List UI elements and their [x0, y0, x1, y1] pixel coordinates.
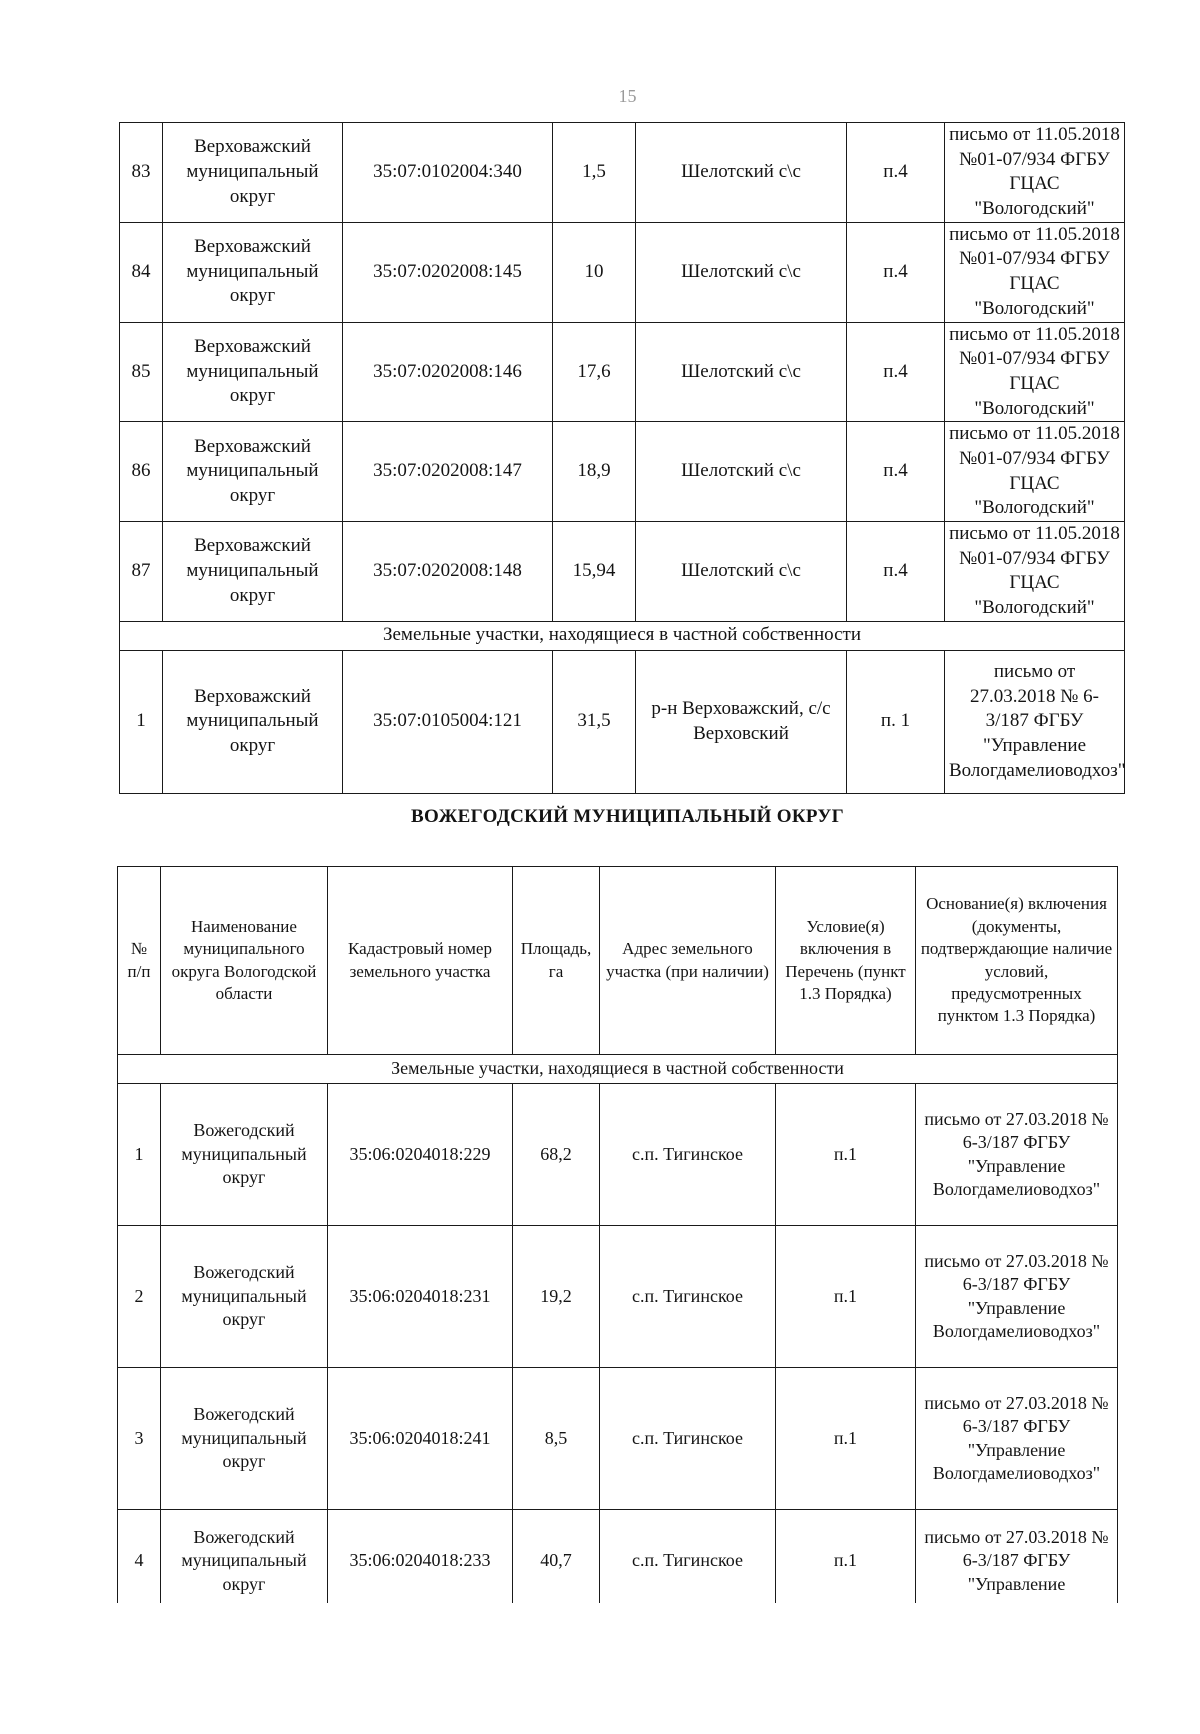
- cadastral-number: 35:06:0204018:229: [328, 1084, 513, 1226]
- area-value: 68,2: [513, 1084, 600, 1226]
- cadastral-number: 35:07:0202008:148: [343, 522, 553, 622]
- area-value: 17,6: [553, 322, 636, 422]
- cadastral-number: 35:07:0202008:147: [343, 422, 553, 522]
- inclusion-basis: письмо от 27.03.2018 № 6-3/187 ФГБУ "Управление Вологдамелиоводхоз": [916, 1226, 1118, 1368]
- inclusion-basis: письмо от 27.03.2018 № 6-3/187 ФГБУ "Управление: [916, 1510, 1118, 1604]
- row-number: 3: [118, 1368, 161, 1510]
- page-number: 15: [618, 86, 637, 106]
- plot-address: с.п. Тигинское: [600, 1084, 776, 1226]
- section-label: Земельные участки, находящиеся в частной собственности: [118, 1055, 1118, 1084]
- inclusion-basis: письмо от 27.03.2018 № 6-3/187 ФГБУ "Управление Вологдамелиоводхоз": [916, 1084, 1118, 1226]
- inclusion-basis: письмо от 27.03.2018 № 6-3/187 ФГБУ "Управление Вологдамелиоводхоз": [945, 650, 1125, 793]
- land-plots-table-vozhegodsky: [117, 866, 1118, 1603]
- table-header: [118, 867, 1118, 1055]
- header-district: Наименование муниципального округа Вологодской области: [161, 867, 328, 1055]
- inclusion-basis: письмо от 11.05.2018 №01-07/934 ФГБУ ГЦАС "Вологодский": [945, 522, 1125, 622]
- cadastral-number: 35:07:0202008:146: [343, 322, 553, 422]
- district-name: Верховажский муниципальный округ: [163, 123, 343, 223]
- row-number: 87: [120, 522, 163, 622]
- plot-address: с.п. Тигинское: [600, 1510, 776, 1604]
- row-number: 2: [118, 1226, 161, 1368]
- inclusion-condition: п. 1: [847, 650, 945, 793]
- inclusion-basis: письмо от 11.05.2018 №01-07/934 ФГБУ ГЦАС "Вологодский": [945, 322, 1125, 422]
- table-row: [118, 1510, 1118, 1604]
- section-label: Земельные участки, находящиеся в частной собственности: [120, 621, 1125, 650]
- district-name: Верховажский муниципальный округ: [163, 322, 343, 422]
- inclusion-basis: письмо от 27.03.2018 № 6-3/187 ФГБУ "Управление Вологдамелиоводхоз": [916, 1368, 1118, 1510]
- inclusion-condition: п.1: [776, 1510, 916, 1604]
- row-number: 84: [120, 222, 163, 322]
- section-title: ВОЖЕГОДСКИЙ МУНИЦИПАЛЬНЫЙ ОКРУГ: [411, 806, 844, 827]
- header-basis: Основание(я) включения (документы, подтверждающие наличие условий, предусмотренных пунктом 1.3 Порядка): [916, 867, 1118, 1055]
- inclusion-condition: п.4: [847, 123, 945, 223]
- row-number: 85: [120, 322, 163, 422]
- area-value: 19,2: [513, 1226, 600, 1368]
- plot-address: Шелотский с\с: [636, 222, 847, 322]
- area-value: 1,5: [553, 123, 636, 223]
- table-row: [118, 1368, 1118, 1510]
- plot-address: Шелотский с\с: [636, 322, 847, 422]
- cadastral-number: 35:07:0102004:340: [343, 123, 553, 223]
- inclusion-condition: п.4: [847, 322, 945, 422]
- area-value: 15,94: [553, 522, 636, 622]
- area-value: 10: [553, 222, 636, 322]
- header-cadastral: Кадастровый номер земельного участка: [328, 867, 513, 1055]
- district-name: Вожегодский муниципальный округ: [161, 1368, 328, 1510]
- plot-address: с.п. Тигинское: [600, 1226, 776, 1368]
- inclusion-condition: п.1: [776, 1368, 916, 1510]
- inclusion-condition: п.4: [847, 522, 945, 622]
- plot-address: с.п. Тигинское: [600, 1368, 776, 1510]
- plot-address: р-н Верховажский, с/с Верховский: [636, 650, 847, 793]
- row-number: 83: [120, 123, 163, 223]
- district-name: Верховажский муниципальный округ: [163, 422, 343, 522]
- row-number: 1: [118, 1084, 161, 1226]
- table-row: [118, 1084, 1118, 1226]
- cadastral-number: 35:06:0204018:241: [328, 1368, 513, 1510]
- inclusion-condition: п.4: [847, 422, 945, 522]
- plot-address: Шелотский с\с: [636, 422, 847, 522]
- district-name: Вожегодский муниципальный округ: [161, 1084, 328, 1226]
- header-number: № п/п: [118, 867, 161, 1055]
- district-name: Верховажский муниципальный округ: [163, 222, 343, 322]
- cadastral-number: 35:07:0202008:145: [343, 222, 553, 322]
- area-value: 40,7: [513, 1510, 600, 1604]
- section-row: [118, 1055, 1118, 1084]
- cadastral-number: 35:07:0105004:121: [343, 650, 553, 793]
- row-number: 1: [120, 650, 163, 793]
- plot-address: Шелотский с\с: [636, 522, 847, 622]
- row-number: 4: [118, 1510, 161, 1604]
- header-area: Площадь, га: [513, 867, 600, 1055]
- inclusion-condition: п.1: [776, 1084, 916, 1226]
- district-name: Верховажский муниципальный округ: [163, 522, 343, 622]
- header-condition: Условие(я) включения в Перечень (пункт 1.3 Порядка): [776, 867, 916, 1055]
- inclusion-basis: письмо от 11.05.2018 №01-07/934 ФГБУ ГЦАС "Вологодский": [945, 123, 1125, 223]
- plot-address: Шелотский с\с: [636, 123, 847, 223]
- district-name: Вожегодский муниципальный округ: [161, 1226, 328, 1368]
- cadastral-number: 35:06:0204018:231: [328, 1226, 513, 1368]
- inclusion-basis: письмо от 11.05.2018 №01-07/934 ФГБУ ГЦАС "Вологодский": [945, 222, 1125, 322]
- district-name: Вожегодский муниципальный округ: [161, 1510, 328, 1604]
- row-number: 86: [120, 422, 163, 522]
- table-row: [118, 1226, 1118, 1368]
- inclusion-condition: п.1: [776, 1226, 916, 1368]
- district-name: Верховажский муниципальный округ: [163, 650, 343, 793]
- inclusion-basis: письмо от 11.05.2018 №01-07/934 ФГБУ ГЦАС "Вологодский": [945, 422, 1125, 522]
- header-address: Адрес земельного участка (при наличии): [600, 867, 776, 1055]
- area-value: 8,5: [513, 1368, 600, 1510]
- cadastral-number: 35:06:0204018:233: [328, 1510, 513, 1604]
- area-value: 18,9: [553, 422, 636, 522]
- area-value: 31,5: [553, 650, 636, 793]
- inclusion-condition: п.4: [847, 222, 945, 322]
